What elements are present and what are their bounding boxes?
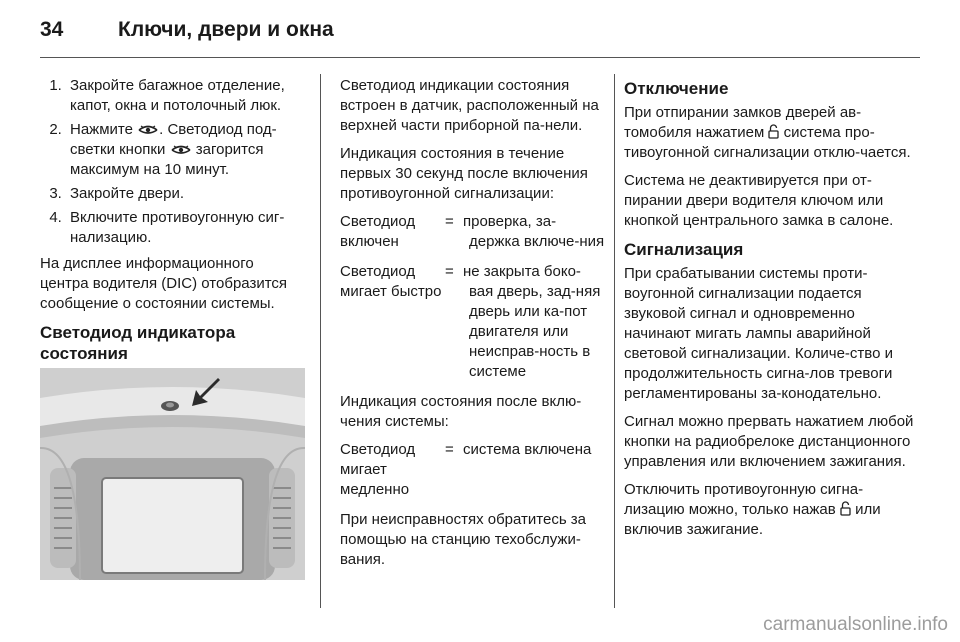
definition-equals: = [445, 263, 454, 280]
alarm-button-icon [137, 124, 159, 135]
column-divider [614, 74, 615, 608]
definition-equals: = [445, 441, 454, 458]
alarm-paragraph: При срабатывании системы проти-воугонной сигнализации подается звуковой сигнал и одновременно начинают мигать лампы аварийной световой сигнализации. Количе-ство и продолжительность сигна-лов тревоги регламентированы за-конодательно. [624, 265, 893, 402]
definition-row [340, 440, 605, 500]
paragraph-text: система про-тивоугонной сигнализации отклю-чается. [624, 124, 911, 161]
dashboard-drawing [40, 368, 305, 580]
definition-list [340, 440, 605, 500]
section-heading: Отключение [624, 79, 729, 98]
alarm-button-icon [170, 144, 192, 155]
section-heading: Сигнализация [624, 240, 744, 259]
definition-equals: = [445, 213, 454, 230]
definition-term: Светодиод мигает быстро [340, 263, 442, 300]
led-intro: Индикация состояния в течение первых 30 секунд после включения противоугонной сигнализации: [340, 145, 588, 202]
service-note: При неисправностях обратитесь за помощью на станцию техобслужи-вания. [340, 511, 587, 568]
paragraph-text: Отключить противоугонную сигна-лизацию можно, только нажав [624, 481, 864, 518]
section-heading: Светодиод индикатора состояния [40, 323, 236, 363]
not-deactivated-paragraph: Система не деактивируется при от-пирании двери водителя ключом или кнопкой центрального замка в салоне. [624, 172, 894, 229]
list-item [66, 120, 305, 180]
definition-row [340, 262, 605, 382]
column-1 [40, 76, 305, 580]
column-3 [624, 76, 914, 548]
unlock-icon [768, 124, 779, 139]
led-after-intro: Индикация состояния после вклю-чения системы: [340, 393, 582, 430]
definition-list [340, 212, 605, 382]
header-divider [40, 57, 920, 58]
page-number: 34 [40, 18, 64, 41]
definition-desc: проверка, за-держка включе-ния [463, 213, 605, 250]
step-text: . Светодиод под-светки кнопки [70, 121, 277, 158]
definition-desc: не закрыта боко-вая дверь, зад-няя дверь или ка-пот двигателя или неисправ-ность в системе [463, 263, 601, 380]
unlock-icon [840, 501, 851, 516]
page-title: Ключи, двери и окна [118, 18, 334, 41]
paragraph-text: При отпирании замков дверей ав-томобиля нажатием [624, 104, 862, 141]
column-divider [320, 74, 321, 608]
disable-paragraph [624, 103, 914, 163]
definition-term: Светодиод мигает медленно [340, 441, 416, 498]
dashboard-illustration [40, 368, 305, 580]
paragraph-text: или включив зажигание. [624, 501, 881, 538]
step-text: загорится максимум на 10 минут. [70, 141, 264, 178]
watermark: carmanualsonline.info [763, 614, 948, 635]
dic-paragraph: На дисплее информационного центра водителя (DIC) отобразится сообщение о состоянии системы. [40, 255, 288, 312]
steps-list [40, 76, 305, 248]
led-description: Светодиод индикации состояния встроен в датчик, расположенный на верхней части приборной па-нели. [340, 77, 599, 134]
list-item: 3. Закройте двери. [66, 184, 305, 204]
list-item: 1. Закройте багажное отделение, капот, окна и потолочный люк. [66, 76, 305, 116]
step-text: Нажмите [70, 121, 133, 138]
definition-term: Светодиод включен [340, 213, 416, 250]
disable-alarm-paragraph [624, 480, 914, 540]
definition-row [340, 212, 605, 252]
definition-desc: система включена [463, 441, 592, 458]
interrupt-paragraph: Сигнал можно прервать нажатием любой кнопки на радиобрелоке дистанционного управления или включением зажигания. [624, 413, 914, 470]
column-2 [340, 76, 605, 578]
list-item: 4. Включите противоугонную сиг-нализацию. [66, 208, 305, 248]
